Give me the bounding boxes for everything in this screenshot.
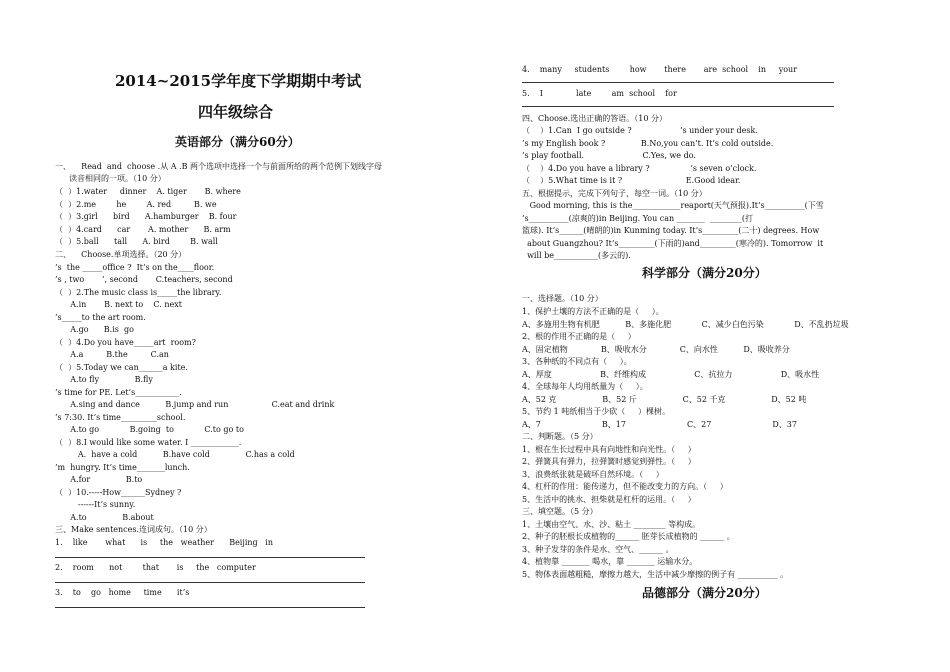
s2-line: 5、生活中的挑水、担柴就是杠杆的运用。（ ） (522, 495, 696, 504)
q2-line: ’s time for PE. Let’s___________. (55, 388, 182, 397)
s1-line: A、厚度 B、纤维构成 C、抗拉力 D、吸水性 (522, 370, 820, 379)
s3-line: 1、土壤由空气、水、沙、粘土 ________ 等构成。 (522, 520, 701, 529)
answer-line (522, 106, 834, 107)
q2-line: ’m hungry. It’s time_______lunch. (55, 463, 190, 472)
s3-line: 4、植物靠 _______ 喝水，靠 _______ 运输水分。 (522, 557, 698, 566)
q3-item: 2. room not that is the computer (55, 563, 256, 572)
s1-line: 2、根的作用不正确的是（ ） (522, 332, 636, 341)
s1-line: A、多施用生物有机肥 B、多施化肥 C、减少白色污染 D、不乱扔垃圾 (522, 320, 849, 329)
english-heading: 英语部分（满分60分） (175, 135, 300, 149)
answer-line (55, 607, 365, 608)
s2-title: 二、判断题。（5 分） (522, 432, 598, 441)
q2-line: （ ）5.Today we can______a kite. (55, 363, 188, 372)
q4-line: （ ）5.What time is it ? E.Good idear. (522, 176, 741, 185)
s1-line: A、固定植物 B、吸收水分 C、向水性 D、吸收养分 (522, 345, 790, 354)
s1-title: 一、选择题。（10 分） (522, 294, 603, 303)
q2-line: （ ）10.-----How______Sydney ? (55, 488, 182, 497)
q3-item: 1. like what is the weather Beijing in (55, 538, 274, 547)
q5-title: 五、根据提示，完成下列句子，每空一词。（10 分） (522, 189, 707, 198)
answer-line (522, 82, 834, 83)
q4-title: 四、Choose.选出正确的答语。（10 分） (522, 114, 668, 123)
q2-line: A.for B.to (55, 475, 143, 484)
q2-line: ’s 7:30. It’s time_________school. (55, 413, 186, 422)
q5-line: 篮球). It’s______(晴朗的)in Kunming today. It’s_________(二十) degrees. How (522, 226, 820, 235)
q1-item: （ ）2.me he A. red B. we (55, 200, 217, 209)
q1-title-cont: 读音相同的一项。（10 分） (69, 174, 166, 183)
q2-line: ’s_____to the art room. (55, 313, 146, 322)
science-heading: 科学部分（满分20分） (642, 266, 767, 280)
moral-heading: 品德部分（满分20分） (642, 586, 767, 600)
q4-line: （ ）4.Do you have a library ? ’s seven o’clock. (522, 164, 757, 173)
answer-line (55, 582, 365, 583)
q5-line: Good morning, this is the____________reaport(天气预报).It’s__________(下雪 (522, 201, 824, 210)
q2-line: A.a B.the C.an (55, 350, 169, 359)
s3-line: 2、种子的胚根长成植物的______ 胚芽长成植物的 ______ 。 (522, 532, 735, 541)
q5-line: ’s__________(凉爽的)in Beijing. You can _______ ________(打 (522, 214, 753, 223)
q2-line: （ ）8.I would like some water. I ____________. (55, 438, 242, 447)
s2-line: 1、根在生长过程中具有向地性和向光性。（ ） (522, 445, 696, 454)
s2-line: 3、浪费纸张就是破坏自然环境。（ ） (522, 470, 664, 479)
q2-line: A.to B.about (55, 513, 154, 522)
q2-line: A. have a cold B.have cold C.has a cold (55, 450, 295, 459)
s2-line: 2、弹簧具有弹力，拉弹簧时感觉到弹性。（ ） (522, 457, 696, 466)
q2-line: （ ）4.Do you have_____art room? (55, 338, 196, 347)
q2-line: ------It’s sunny. (55, 500, 136, 509)
q2-line: A.in B. next to C. next (55, 300, 182, 309)
q2-line: A.to go B.going to C.to go to (55, 425, 244, 434)
q1-item: （ ）3.girl bird A.hamburger B. four (55, 212, 237, 221)
s1-line: 4、全球每年人均用纸量为（ ）。 (522, 382, 648, 391)
q5-line: about Guangzhou? It’s_________(下雨的)and_________(寒冷的). Tomorrow it (522, 239, 824, 248)
q4-line: ’s play football. C.Yes, we do. (522, 151, 696, 160)
exam-subtitle: 四年级综合 (198, 103, 274, 121)
s1-line: A、7 B、17 C、27 D、37 (522, 420, 797, 429)
q3-item: 3. to go home time it’s (55, 588, 190, 597)
s3-line: 5、物体表面越粗糙，摩擦力越大，生活中减少摩擦的例子有 __________ 。 (522, 570, 789, 579)
q2-line: A.go B.is go (55, 325, 134, 334)
answer-line (55, 557, 365, 558)
q3-item: 4. many students how there are school in your (522, 65, 798, 74)
s2-line: 4、杠杆的作用：能传递力，但不能改变力的方向。（ ） (522, 482, 728, 491)
q1-title: 一、 Read and choose .从 A .B 两个选项中选择一个与前面所给的两个范例下划线字母 (55, 162, 383, 171)
s3-title: 三、填空题。（5 分） (522, 507, 598, 516)
s1-line: 3、各种纸的不同点有（ ）。 (522, 357, 632, 366)
s1-line: 1、保护土壤的方法不正确的是（ ）。 (522, 307, 664, 316)
q4-line: ’s my English book ? B.No,you can’t. It’s cold outside. (522, 139, 774, 148)
q3-title: 三、Make sentences.连词成句。（10 分） (55, 525, 212, 534)
q2-line: （ ）2.The music class is_____the library. (55, 288, 222, 297)
q2-line: A.to fly B.fly (55, 375, 153, 384)
q1-item: （ ）4.card car A. mother B. arm (55, 225, 231, 234)
q1-item: （ ）5.ball tall A. bird B. wall (55, 237, 218, 246)
q4-line: （ ）1.Can I go outside ? ’s under your desk. (522, 126, 758, 135)
exam-title: 2014~2015学年度下学期期中考试 (115, 72, 362, 90)
q2-line: ’s , two ’, second C.teachers, second (55, 275, 233, 284)
q1-item: （ ）1.water dinner A. tiger B. where (55, 187, 241, 196)
s3-line: 3、种子发芽的条件是水、空气、______ 。 (522, 545, 674, 554)
s1-line: 5、节约 1 吨纸相当于少砍（ ）棵树。 (522, 407, 670, 416)
q2-title: 二、 Choose.单项选择。（20 分） (55, 250, 187, 259)
q2-line: ’s the _____office ? It’s on the____floor. (55, 263, 215, 272)
q3-item: 5. I late am school for (522, 89, 677, 98)
s1-line: A、52 克 B、52 斤 C、52 千克 D、52 吨 (522, 395, 807, 404)
q5-line: will be___________(多云的). (522, 251, 631, 260)
q2-line: A.sing and dance B.jump and run C.eat and drink (55, 400, 335, 409)
